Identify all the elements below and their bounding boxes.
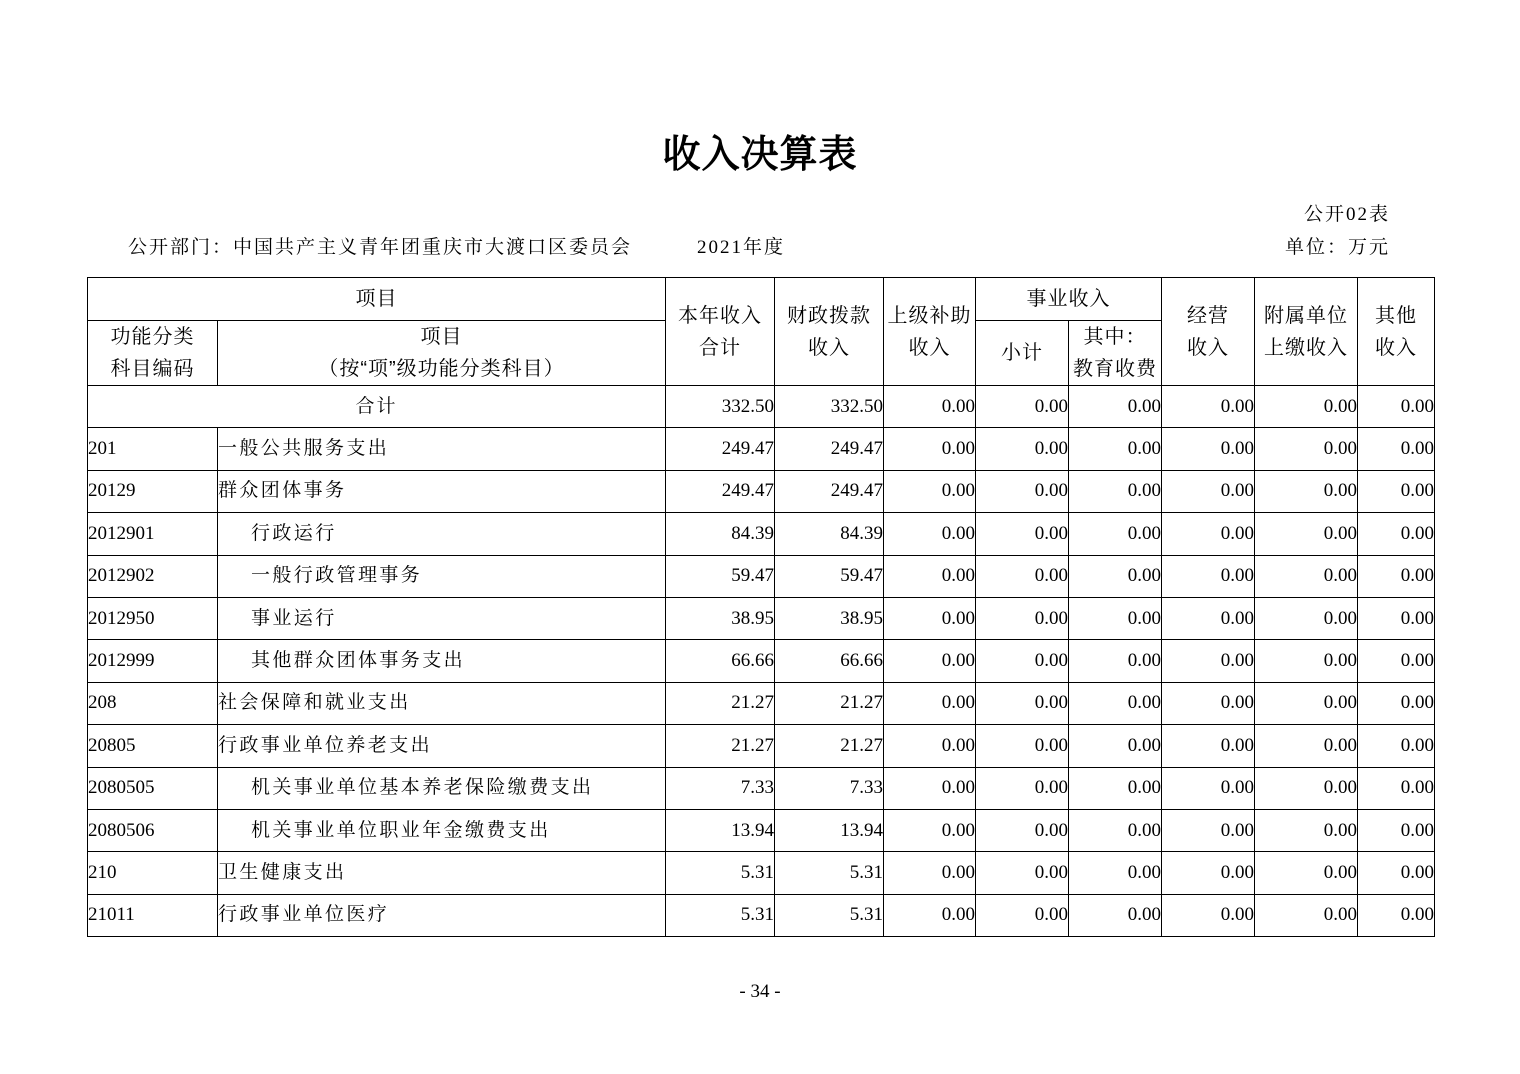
cell-superior-subsidy: 0.00 <box>884 428 976 470</box>
cell-annual-income-total: 21.27 <box>666 725 775 767</box>
cell-affiliated-remit: 0.00 <box>1255 640 1358 682</box>
page-number: - 34 - <box>739 981 781 1002</box>
cell-other-income: 0.00 <box>1358 894 1435 936</box>
page-title: 收入决算表 <box>662 134 858 176</box>
cell-business-subtotal: 0.00 <box>976 513 1069 555</box>
cell-annual-income-total: 38.95 <box>666 597 775 639</box>
cell-superior-subsidy: 0.00 <box>884 809 976 851</box>
table-header <box>88 278 1435 386</box>
cell-superior-subsidy: 0.00 <box>884 767 976 809</box>
cell-operating-income: 0.00 <box>1162 682 1255 724</box>
cell-function-code: 208 <box>88 682 218 724</box>
cell-project-name: 社会保障和就业支出 <box>218 682 666 724</box>
cell-operating-income: 0.00 <box>1162 640 1255 682</box>
header-business-subtotal: 小计 <box>976 321 1069 386</box>
table-row <box>88 513 1435 555</box>
cell-education-fees: 0.00 <box>1069 513 1162 555</box>
cell-affiliated-remit: 0.00 <box>1255 767 1358 809</box>
cell-education-fees: 0.00 <box>1069 894 1162 936</box>
cell-project-name: 一般行政管理事务 <box>218 555 666 597</box>
cell-operating-income: 0.00 <box>1162 852 1255 894</box>
cell-fiscal-appropriation: 13.94 <box>775 809 884 851</box>
cell-affiliated-remit: 0.00 <box>1255 809 1358 851</box>
cell-project-name: 机关事业单位基本养老保险缴费支出 <box>218 767 666 809</box>
cell-other-income: 0.00 <box>1358 513 1435 555</box>
cell-function-code: 2080505 <box>88 767 218 809</box>
cell-superior-subsidy: 0.00 <box>884 470 976 512</box>
cell-affiliated-remit: 0.00 <box>1255 894 1358 936</box>
cell-fiscal-appropriation: 7.33 <box>775 767 884 809</box>
cell-superior-subsidy: 0.00 <box>884 725 976 767</box>
header-operating-income: 经营 收入 <box>1162 278 1255 386</box>
cell-operating-income: 0.00 <box>1162 894 1255 936</box>
cell-other-income: 0.00 <box>1358 386 1435 428</box>
header-superior-subsidy: 上级补助 收入 <box>884 278 976 386</box>
cell-project-name: 卫生健康支出 <box>218 852 666 894</box>
header-affiliated-remit: 附属单位 上缴收入 <box>1255 278 1358 386</box>
cell-affiliated-remit: 0.00 <box>1255 428 1358 470</box>
cell-business-subtotal: 0.00 <box>976 809 1069 851</box>
cell-education-fees: 0.00 <box>1069 555 1162 597</box>
cell-affiliated-remit: 0.00 <box>1255 555 1358 597</box>
table-row <box>88 767 1435 809</box>
cell-fiscal-appropriation: 5.31 <box>775 894 884 936</box>
cell-education-fees: 0.00 <box>1069 597 1162 639</box>
unit-label: 单位：万元 <box>1284 237 1390 258</box>
cell-fiscal-appropriation: 21.27 <box>775 682 884 724</box>
department-label: 公开部门：中国共产主义青年团重庆市大渡口区委员会 <box>128 237 633 258</box>
table-row <box>88 428 1435 470</box>
cell-fiscal-appropriation: 5.31 <box>775 852 884 894</box>
cell-other-income: 0.00 <box>1358 640 1435 682</box>
cell-project-name: 行政事业单位医疗 <box>218 894 666 936</box>
cell-affiliated-remit: 0.00 <box>1255 852 1358 894</box>
header-other-income: 其他 收入 <box>1358 278 1435 386</box>
cell-fiscal-appropriation: 66.66 <box>775 640 884 682</box>
cell-other-income: 0.00 <box>1358 428 1435 470</box>
cell-operating-income: 0.00 <box>1162 555 1255 597</box>
cell-annual-income-total: 249.47 <box>666 470 775 512</box>
table-row <box>88 640 1435 682</box>
cell-superior-subsidy: 0.00 <box>884 597 976 639</box>
cell-affiliated-remit: 0.00 <box>1255 386 1358 428</box>
total-label: 合计 <box>88 386 666 428</box>
cell-function-code: 201 <box>88 428 218 470</box>
cell-business-subtotal: 0.00 <box>976 470 1069 512</box>
cell-business-subtotal: 0.00 <box>976 852 1069 894</box>
table-row <box>88 470 1435 512</box>
cell-superior-subsidy: 0.00 <box>884 386 976 428</box>
cell-operating-income: 0.00 <box>1162 386 1255 428</box>
cell-operating-income: 0.00 <box>1162 470 1255 512</box>
cell-project-name: 行政运行 <box>218 513 666 555</box>
cell-education-fees: 0.00 <box>1069 725 1162 767</box>
cell-operating-income: 0.00 <box>1162 597 1255 639</box>
cell-affiliated-remit: 0.00 <box>1255 513 1358 555</box>
cell-function-code: 2012902 <box>88 555 218 597</box>
header-row-1 <box>88 278 1435 321</box>
cell-business-subtotal: 0.00 <box>976 386 1069 428</box>
cell-other-income: 0.00 <box>1358 767 1435 809</box>
header-education-fees: 其中： 教育收费 <box>1069 321 1162 386</box>
cell-annual-income-total: 7.33 <box>666 767 775 809</box>
cell-annual-income-total: 5.31 <box>666 894 775 936</box>
cell-education-fees: 0.00 <box>1069 386 1162 428</box>
cell-fiscal-appropriation: 84.39 <box>775 513 884 555</box>
cell-education-fees: 0.00 <box>1069 809 1162 851</box>
cell-project-name: 一般公共服务支出 <box>218 428 666 470</box>
total-row <box>88 386 1435 428</box>
cell-function-code: 210 <box>88 852 218 894</box>
cell-business-subtotal: 0.00 <box>976 597 1069 639</box>
cell-other-income: 0.00 <box>1358 852 1435 894</box>
header-annual-income-total: 本年收入 合计 <box>666 278 775 386</box>
cell-education-fees: 0.00 <box>1069 470 1162 512</box>
cell-superior-subsidy: 0.00 <box>884 894 976 936</box>
cell-function-code: 21011 <box>88 894 218 936</box>
cell-fiscal-appropriation: 249.47 <box>775 428 884 470</box>
cell-other-income: 0.00 <box>1358 725 1435 767</box>
cell-business-subtotal: 0.00 <box>976 894 1069 936</box>
cell-affiliated-remit: 0.00 <box>1255 597 1358 639</box>
cell-annual-income-total: 21.27 <box>666 682 775 724</box>
income-statement-table <box>87 277 1435 937</box>
cell-superior-subsidy: 0.00 <box>884 555 976 597</box>
cell-other-income: 0.00 <box>1358 682 1435 724</box>
cell-annual-income-total: 332.50 <box>666 386 775 428</box>
table-row <box>88 725 1435 767</box>
cell-operating-income: 0.00 <box>1162 725 1255 767</box>
table-row <box>88 894 1435 936</box>
cell-education-fees: 0.00 <box>1069 640 1162 682</box>
cell-project-name: 群众团体事务 <box>218 470 666 512</box>
cell-function-code: 2012901 <box>88 513 218 555</box>
table-row <box>88 809 1435 851</box>
cell-education-fees: 0.00 <box>1069 852 1162 894</box>
cell-business-subtotal: 0.00 <box>976 640 1069 682</box>
form-number: 公开02表 <box>1303 204 1390 225</box>
header-function-code: 功能分类 科目编码 <box>88 321 218 386</box>
cell-annual-income-total: 13.94 <box>666 809 775 851</box>
cell-business-subtotal: 0.00 <box>976 725 1069 767</box>
cell-project-name: 行政事业单位养老支出 <box>218 725 666 767</box>
table-body <box>88 386 1435 937</box>
cell-other-income: 0.00 <box>1358 555 1435 597</box>
cell-fiscal-appropriation: 332.50 <box>775 386 884 428</box>
cell-affiliated-remit: 0.00 <box>1255 682 1358 724</box>
cell-other-income: 0.00 <box>1358 597 1435 639</box>
cell-function-code: 2012999 <box>88 640 218 682</box>
cell-affiliated-remit: 0.00 <box>1255 470 1358 512</box>
cell-project-name: 机关事业单位职业年金缴费支出 <box>218 809 666 851</box>
table-row <box>88 555 1435 597</box>
cell-fiscal-appropriation: 38.95 <box>775 597 884 639</box>
cell-education-fees: 0.00 <box>1069 682 1162 724</box>
cell-project-name: 事业运行 <box>218 597 666 639</box>
cell-fiscal-appropriation: 249.47 <box>775 470 884 512</box>
fiscal-year: 2021年度 <box>697 237 786 258</box>
table-row <box>88 852 1435 894</box>
cell-function-code: 2012950 <box>88 597 218 639</box>
cell-project-name: 其他群众团体事务支出 <box>218 640 666 682</box>
cell-annual-income-total: 249.47 <box>666 428 775 470</box>
cell-superior-subsidy: 0.00 <box>884 682 976 724</box>
cell-annual-income-total: 84.39 <box>666 513 775 555</box>
header-project-group: 项目 <box>88 278 666 321</box>
header-business-income-group: 事业收入 <box>976 278 1162 321</box>
cell-operating-income: 0.00 <box>1162 513 1255 555</box>
cell-business-subtotal: 0.00 <box>976 767 1069 809</box>
cell-other-income: 0.00 <box>1358 809 1435 851</box>
table-row <box>88 597 1435 639</box>
cell-function-code: 20805 <box>88 725 218 767</box>
cell-business-subtotal: 0.00 <box>976 555 1069 597</box>
cell-fiscal-appropriation: 59.47 <box>775 555 884 597</box>
cell-business-subtotal: 0.00 <box>976 428 1069 470</box>
cell-other-income: 0.00 <box>1358 470 1435 512</box>
cell-fiscal-appropriation: 21.27 <box>775 725 884 767</box>
table-row <box>88 682 1435 724</box>
header-project: 项目 （按“项”级功能分类科目） <box>218 321 666 386</box>
cell-business-subtotal: 0.00 <box>976 682 1069 724</box>
cell-annual-income-total: 66.66 <box>666 640 775 682</box>
cell-operating-income: 0.00 <box>1162 767 1255 809</box>
cell-annual-income-total: 5.31 <box>666 852 775 894</box>
cell-education-fees: 0.00 <box>1069 767 1162 809</box>
cell-superior-subsidy: 0.00 <box>884 513 976 555</box>
header-fiscal-appropriation: 财政拨款 收入 <box>775 278 884 386</box>
cell-operating-income: 0.00 <box>1162 809 1255 851</box>
cell-education-fees: 0.00 <box>1069 428 1162 470</box>
cell-function-code: 20129 <box>88 470 218 512</box>
cell-annual-income-total: 59.47 <box>666 555 775 597</box>
cell-function-code: 2080506 <box>88 809 218 851</box>
cell-operating-income: 0.00 <box>1162 428 1255 470</box>
cell-superior-subsidy: 0.00 <box>884 852 976 894</box>
cell-superior-subsidy: 0.00 <box>884 640 976 682</box>
cell-affiliated-remit: 0.00 <box>1255 725 1358 767</box>
